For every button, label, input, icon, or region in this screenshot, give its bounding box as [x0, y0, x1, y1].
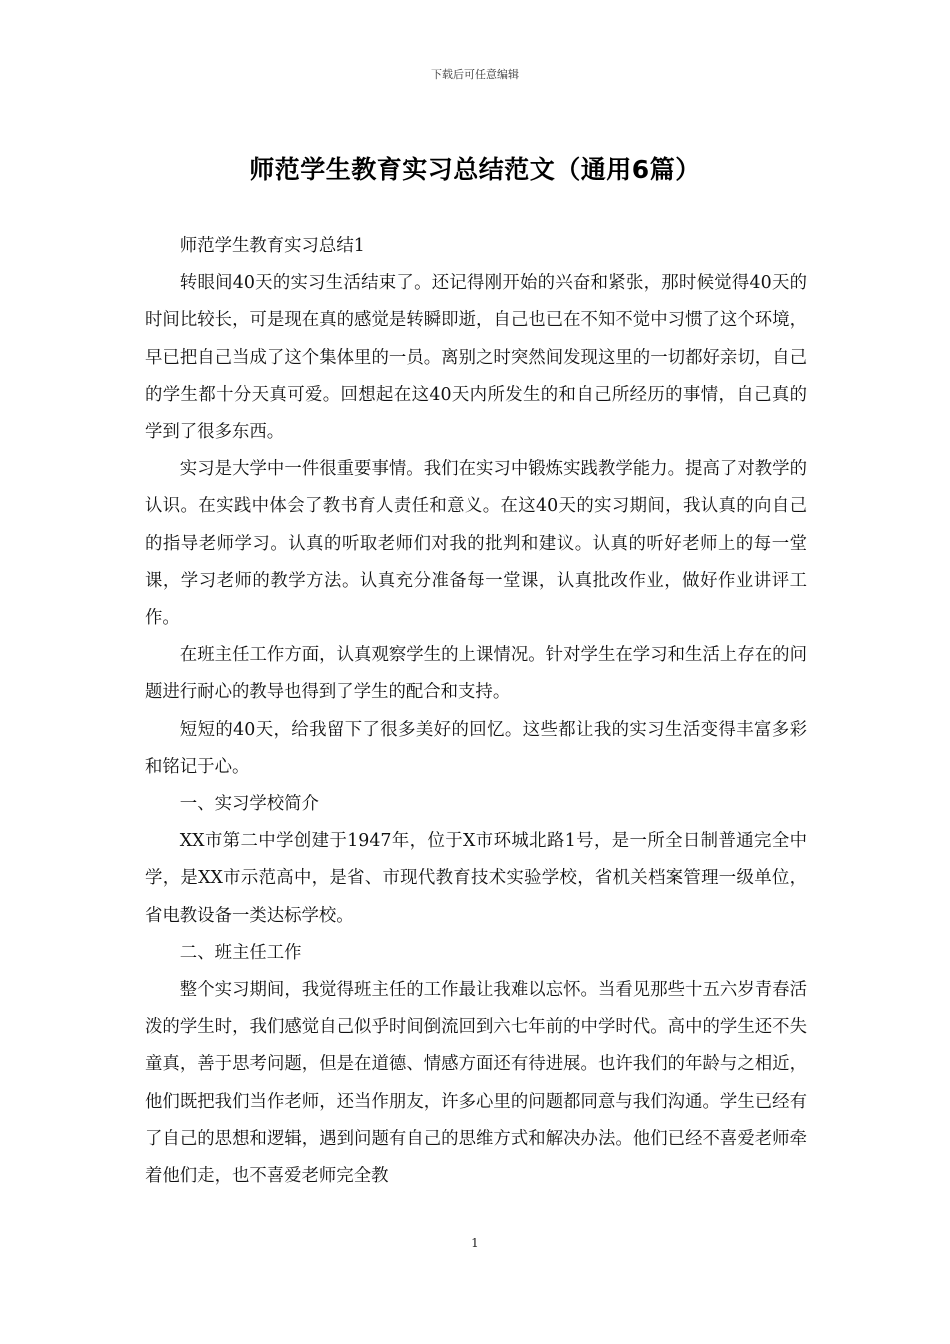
- paragraph-school-intro: XX市第二中学创建于1947年，位于X市环城北路1号，是一所全日制普通完全中学，是XX市示范高中，是省、市现代教育技术实验学校，省机关档案管理一级单位，省电教设备一类达标学校。: [145, 831, 807, 926]
- section-heading-class-teacher: 二、班主任工作: [179, 942, 302, 963]
- document-title: 师范学生教育实习总结范文（通用6篇）: [249, 155, 701, 184]
- paragraph-2: 实习是大学中一件很重要事情。我们在实习中锻炼实践教学能力。提高了对教学的认识。在实践中体会了教书育人责任和意义。在这40天的实习期间，我认真的向自己的指导老师学习。认真的听取老师们对我的批判和建议。认真的听好老师上的每一堂课，学习老师的教学方法。认真充分准备每一堂课，认真批改作业，做好作业讲评工作。: [145, 459, 807, 629]
- paragraph-3: 在班主任工作方面，认真观察学生的上课情况。针对学生在学习和生活上存在的问题进行耐心的教导也得到了学生的配合和支持。: [145, 645, 807, 703]
- paragraph-class-teacher: 整个实习期间，我觉得班主任的工作最让我难以忘怀。当看见那些十五六岁青春活泼的学生时，我们感觉自己似乎时间倒流回到六七年前的中学时代。高中的学生还不失童真，善于思考问题，但是在道德、情感方面还有待进展。也许我们的年龄与之相近，他们既把我们当作老师，还当作朋友，许多心里的问题都同意与我们沟通。学生已经有了自己的思想和逻辑，遇到问题有自己的思维方式和解决办法。他们已经不喜爱老师牵着他们走，也不喜爱老师完全教: [145, 980, 807, 1187]
- section-heading-school-intro: 一、实习学校简介: [179, 794, 319, 815]
- paragraph-1: 转眼间40天的实习生活结束了。还记得刚开始的兴奋和紧张，那时候觉得40天的时间比较长，可是现在真的感觉是转瞬即逝，自己也已在不知不觉中习惯了这个环境，早已把自己当成了这个集体里的一员。离别之时突然间发现这里的一切都好亲切，自己的学生都十分天真可爱。回想起在这40天内所发生的和自己所经历的事情，自己真的学到了很多东西。: [145, 273, 807, 443]
- header-note: 下载后可任意编辑: [431, 68, 519, 81]
- document-body: [145, 228, 807, 1195]
- page-number: 1: [471, 1236, 479, 1250]
- paragraph-4: 短短的40天，给我留下了很多美好的回忆。这些都让我的实习生活变得丰富多彩和铭记于心。: [145, 719, 807, 777]
- section-heading-1: 师范学生教育实习总结1: [179, 236, 365, 256]
